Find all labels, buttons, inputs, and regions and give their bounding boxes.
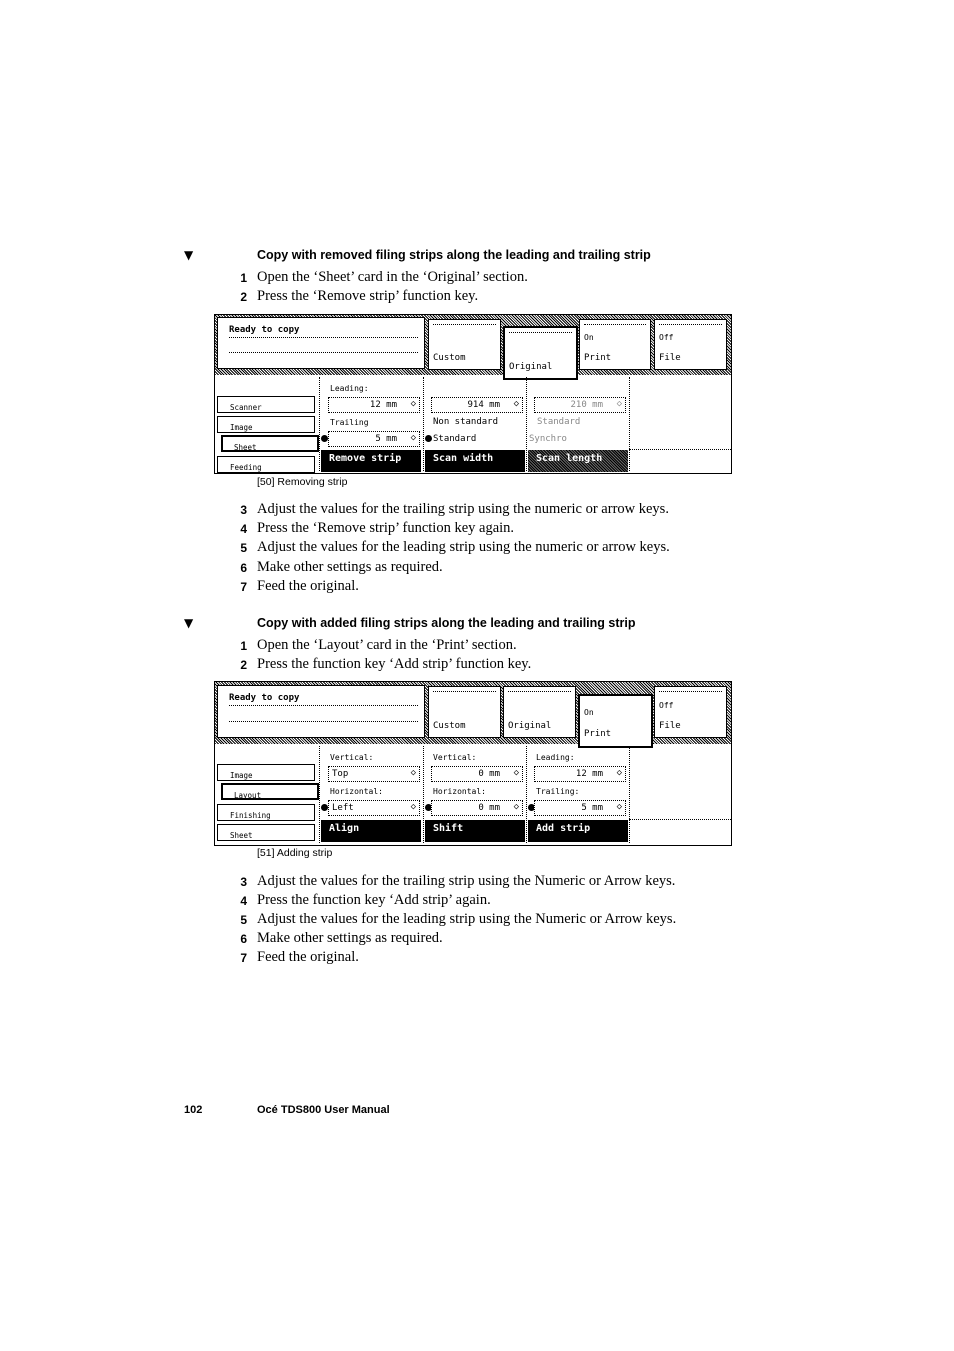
original-label: Original: [509, 362, 553, 372]
leading-label: Leading:: [536, 753, 575, 762]
step-text: Adjust the values for the leading strip using the numeric or arrow keys.: [257, 539, 670, 555]
step-text: Press the ‘Remove strip’ function key.: [257, 288, 479, 304]
step-text: Make other settings as required.: [257, 930, 443, 946]
step-number: 1: [240, 639, 247, 653]
step-text: Open the ‘Sheet’ card in the ‘Original’ section.: [257, 269, 528, 285]
step-text: Press the function key ‘Add strip’ again.: [257, 892, 491, 908]
spin-icon[interactable]: ◇: [616, 768, 622, 778]
tab-finishing[interactable]: Finishing: [217, 804, 315, 821]
step-text: Feed the original.: [257, 949, 359, 965]
tab-layout[interactable]: Layout: [221, 783, 319, 800]
file-card[interactable]: [654, 686, 727, 738]
add-leading-input[interactable]: [534, 766, 626, 782]
step-number: 3: [240, 503, 247, 517]
tab-feeding[interactable]: Feeding: [217, 456, 315, 473]
step-number: 2: [240, 290, 247, 304]
step-number: 4: [240, 522, 247, 536]
trailing-input[interactable]: [328, 431, 420, 447]
tab-sheet[interactable]: Sheet: [221, 435, 319, 452]
leading-input[interactable]: [328, 397, 420, 413]
page-number: 102: [184, 1104, 203, 1116]
manual-title: Océ TDS800 User Manual: [257, 1104, 390, 1116]
horizontal-label: Horizontal:: [433, 787, 486, 796]
spin-icon: ◇: [616, 399, 622, 409]
add-trailing-input[interactable]: [534, 800, 626, 816]
custom-card[interactable]: [428, 319, 501, 370]
align-vertical-value: Top: [332, 769, 349, 779]
print-label: Print: [584, 729, 612, 739]
trailing-label: Trailing:: [536, 787, 580, 796]
leading-label: Leading:: [330, 384, 369, 393]
spin-icon[interactable]: ◇: [410, 399, 416, 409]
option-non-standard[interactable]: Non standard: [433, 417, 499, 427]
step-text: Adjust the values for the trailing strip using the Numeric or Arrow keys.: [257, 873, 676, 889]
tab-sheet[interactable]: Sheet: [217, 824, 315, 841]
section2-heading: Copy with added filing strips along the leading and trailing strip: [257, 616, 636, 630]
print-state: On: [584, 333, 594, 342]
trailing-label: Trailing: [330, 418, 369, 427]
file-label: File: [659, 353, 681, 363]
option-standard[interactable]: Standard: [433, 434, 477, 444]
selected-dot-icon: [425, 435, 432, 442]
status-box: [217, 685, 425, 738]
shift-horizontal-value: 0 mm: [478, 803, 500, 813]
tab-image[interactable]: Image: [217, 416, 315, 433]
scan-length-input: [534, 397, 626, 413]
vertical-label: Vertical:: [433, 753, 477, 762]
step-number: 2: [240, 658, 247, 672]
step-number: 6: [240, 932, 247, 946]
scan-width-button[interactable]: Scan width: [425, 450, 525, 472]
spin-icon[interactable]: ◇: [513, 399, 519, 409]
horizontal-label: Horizontal:: [330, 787, 383, 796]
section-marker-icon: ▼: [184, 616, 194, 630]
selected-dot-icon: [321, 435, 328, 442]
file-state: Off: [659, 333, 674, 342]
shift-vertical-input[interactable]: [431, 766, 523, 782]
spin-icon[interactable]: ◇: [410, 802, 416, 812]
status-text: Ready to copy: [229, 325, 300, 335]
screen-adding-strip: [214, 681, 732, 846]
section-marker-icon: ▼: [184, 248, 194, 262]
file-card[interactable]: [654, 319, 727, 370]
section1-heading: Copy with removed filing strips along the leading and trailing strip: [257, 248, 651, 262]
tab-scanner[interactable]: Scanner: [217, 396, 315, 413]
shift-vertical-value: 0 mm: [478, 769, 500, 779]
step-text: Make other settings as required.: [257, 559, 443, 575]
custom-card[interactable]: [428, 686, 501, 738]
align-vertical-input[interactable]: [328, 766, 420, 782]
spin-icon[interactable]: ◇: [513, 768, 519, 778]
spin-icon[interactable]: ◇: [513, 802, 519, 812]
scan-width-value: 914 mm: [467, 400, 500, 410]
print-label: Print: [584, 353, 612, 363]
print-state: On: [584, 708, 594, 717]
align-horizontal-input[interactable]: [328, 800, 420, 816]
spin-icon[interactable]: ◇: [410, 433, 416, 443]
step-number: 4: [240, 894, 247, 908]
trailing-value: 5 mm: [375, 434, 397, 444]
step-text: Adjust the values for the trailing strip using the numeric or arrow keys.: [257, 501, 669, 517]
align-horizontal-value: Left: [332, 803, 354, 813]
file-label: File: [659, 721, 681, 731]
figure-caption: [51] Adding strip: [257, 847, 333, 859]
custom-label: Custom: [433, 353, 466, 363]
option-synchro-disabled: Synchro: [529, 434, 567, 444]
custom-label: Custom: [433, 721, 466, 731]
print-card[interactable]: [579, 319, 651, 370]
tab-image[interactable]: Image: [217, 764, 315, 781]
leading-value: 12 mm: [369, 400, 397, 410]
align-button[interactable]: Align: [321, 820, 421, 842]
spin-icon[interactable]: ◇: [616, 802, 622, 812]
step-text: Adjust the values for the leading strip using the Numeric or Arrow keys.: [257, 911, 677, 927]
add-leading-value: 12 mm: [575, 769, 603, 779]
original-card[interactable]: [503, 686, 576, 738]
step-text: Press the function key ‘Add strip’ function key.: [257, 656, 532, 672]
step-number: 7: [240, 580, 247, 594]
status-text: Ready to copy: [229, 693, 300, 703]
status-box: [217, 317, 425, 369]
remove-strip-button[interactable]: Remove strip: [321, 450, 421, 472]
spin-icon[interactable]: ◇: [410, 768, 416, 778]
step-text: Feed the original.: [257, 578, 359, 594]
step-number: 7: [240, 951, 247, 965]
vertical-label: Vertical:: [330, 753, 374, 762]
step-number: 5: [240, 913, 247, 927]
step-number: 5: [240, 541, 247, 555]
step-number: 6: [240, 561, 247, 575]
shift-button[interactable]: Shift: [425, 820, 525, 842]
step-text: Open the ‘Layout’ card in the ‘Print’ section.: [257, 637, 517, 653]
original-card[interactable]: [503, 326, 578, 380]
selected-dot-icon: [321, 804, 328, 811]
step-number: 1: [240, 271, 247, 285]
add-trailing-value: 5 mm: [581, 803, 603, 813]
screen-removing-strip: [214, 314, 732, 474]
original-label: Original: [508, 721, 552, 731]
scan-width-input[interactable]: [431, 397, 523, 413]
step-number: 3: [240, 875, 247, 889]
scan-length-value: 210 mm: [570, 400, 603, 410]
add-strip-button[interactable]: Add strip: [528, 820, 628, 842]
scan-length-button: Scan length: [528, 450, 628, 472]
shift-horizontal-input[interactable]: [431, 800, 523, 816]
file-state: Off: [659, 701, 674, 710]
step-text: Press the ‘Remove strip’ function key again.: [257, 520, 515, 536]
option-standard-disabled: Standard: [537, 417, 581, 427]
figure-caption: [50] Removing strip: [257, 476, 348, 488]
print-card[interactable]: [578, 694, 653, 748]
